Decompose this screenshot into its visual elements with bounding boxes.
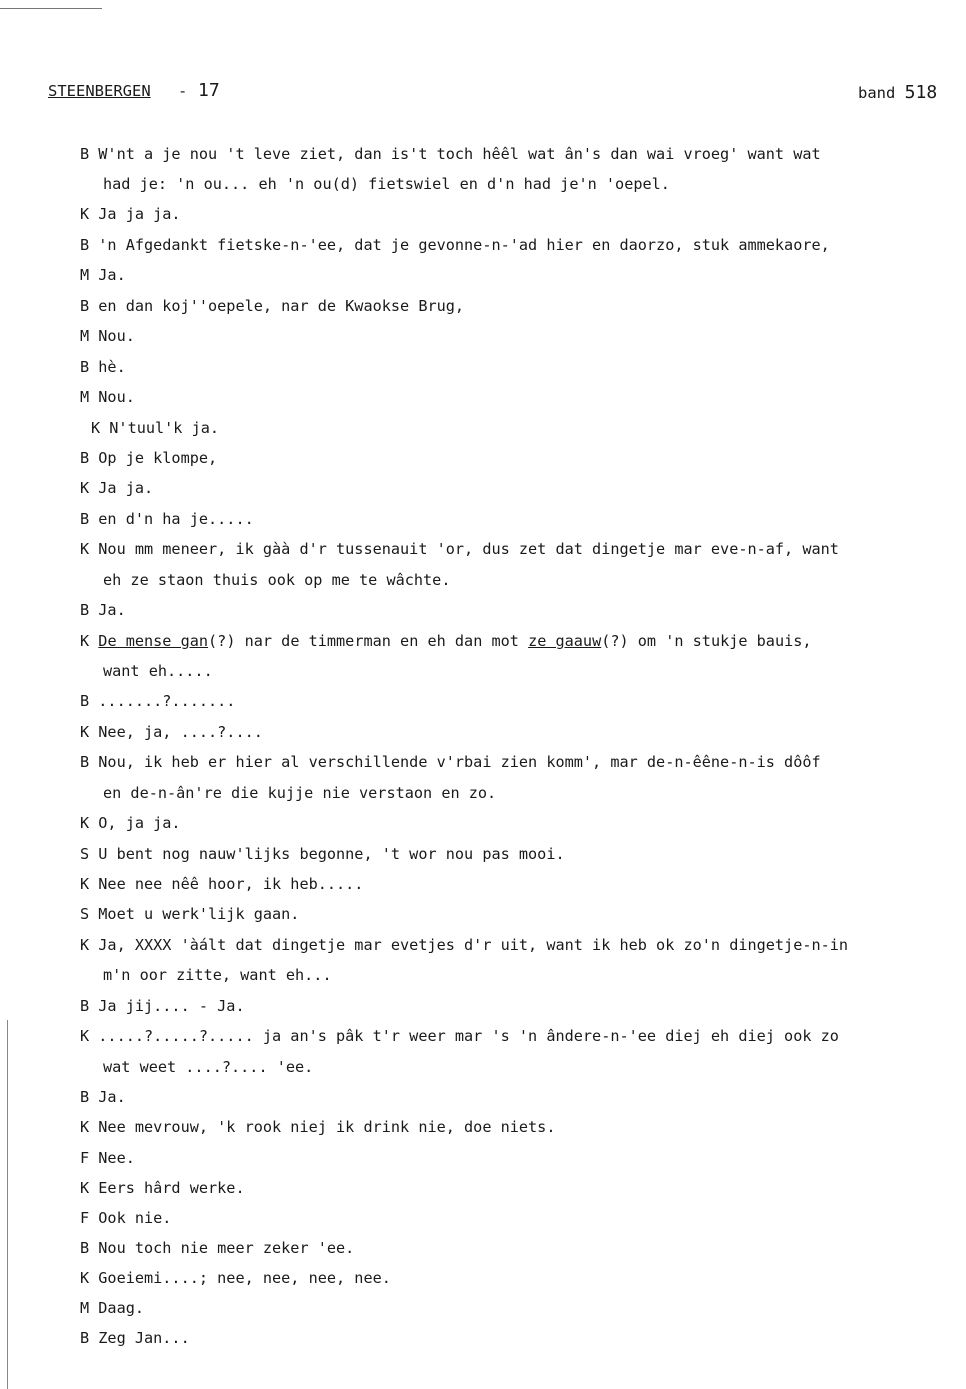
transcript-line: K O, ja ja. — [80, 814, 181, 832]
transcript-line: K Nee nee nêê hoor, ik heb..... — [80, 875, 364, 893]
transcript-line: B Ja jij.... - Ja. — [80, 997, 245, 1015]
transcript-line: K De mense gan(?) nar de timmerman en eh dan mot ze gaauw(?) om 'n stukje bauis, — [80, 632, 812, 650]
transcript-line: F Ook nie. — [80, 1209, 172, 1227]
transcript-line: S U bent nog nauw'lijks begonne, 't wor nou pas mooi. — [80, 845, 565, 863]
band-label — [858, 82, 937, 103]
top-rule — [0, 8, 102, 9]
title-separator: - — [178, 82, 188, 100]
transcript-line: K Goeiemi....; nee, nee, nee, nee. — [80, 1269, 391, 1287]
transcript-line: B W'nt a je nou 't leve ziet, dan is't toch hêêl wat ân's dan wai vroeg' want wat — [80, 145, 821, 163]
transcript-line: m'n oor zitte, want eh... — [103, 966, 332, 984]
transcript-line: S Moet u werk'lijk gaan. — [80, 905, 300, 923]
transcript-line: K Nou mm meneer, ik gàà d'r tussenauit 'or, dus zet dat dingetje mar eve-n-af, want — [80, 540, 839, 558]
transcript-line: B Ja. — [80, 1088, 126, 1106]
transcript-line: K Nee, ja, ....?.... — [80, 723, 263, 741]
page-number: 17 — [198, 80, 220, 101]
transcript-line: en de-n-ân're die kujje nie verstaon en zo. — [103, 784, 497, 802]
transcript-line: eh ze staon thuis ook op me te wâchte. — [103, 571, 451, 589]
transcript-line: K Nee mevrouw, 'k rook niej ik drink nie, doe niets. — [80, 1118, 556, 1136]
transcript-line: B Nou, ik heb er hier al verschillende v'rbai zien komm', mar de-n-êêne-n-is dôôf — [80, 753, 821, 771]
page-title: STEENBERGEN — [48, 82, 151, 100]
transcript-line: M Nou. — [80, 327, 135, 345]
transcript-line: B Ja. — [80, 601, 126, 619]
transcript-line: B Zeg Jan... — [80, 1329, 190, 1347]
transcript-line: B en dan koj''oepele, nar de Kwaokse Brug, — [80, 297, 465, 315]
transcript-line: B Nou toch nie meer zeker 'ee. — [80, 1239, 355, 1257]
transcript-line: had je: 'n ou... eh 'n ou(d) fietswiel en d'n had je'n 'oepel. — [103, 175, 670, 193]
transcript-line: B Op je klompe, — [80, 449, 218, 467]
transcript-line: want eh..... — [103, 662, 213, 680]
transcript-line: K Ja, XXXX 'àált dat dingetje mar evetjes d'r uit, want ik heb ok zo'n dingetje-n-in — [80, 936, 849, 954]
transcript-line: M Daag. — [80, 1299, 145, 1317]
transcript-line: B .......?....... — [80, 692, 236, 710]
transcript-line: F Nee. — [80, 1149, 135, 1167]
transcript-line: K N'tuul'k ja. — [91, 419, 220, 437]
transcript-line: M Ja. — [80, 266, 126, 284]
transcript-line: B hè. — [80, 358, 126, 376]
transcript-line: K .....?.....?..... ja an's pâk t'r weer mar 's 'n ândere-n-'ee diej eh diej ook zo — [80, 1027, 839, 1045]
margin-rule — [7, 1020, 8, 1389]
transcript-line: B 'n Afgedankt fietske-n-'ee, dat je gevonne-n-'ad hier en daorzo, stuk ammekaore, — [80, 236, 830, 254]
transcript-line: B en d'n ha je..... — [80, 510, 254, 528]
transcript-line: K Ja ja. — [80, 479, 154, 497]
transcript-line: wat weet ....?.... 'ee. — [103, 1058, 314, 1076]
band-number: 518 — [904, 82, 938, 103]
transcript-line: K Ja ja ja. — [80, 205, 181, 223]
transcript-line: K Eers hârd werke. — [80, 1179, 245, 1197]
band-word: band — [858, 84, 896, 102]
transcript-line: M Nou. — [80, 388, 135, 406]
